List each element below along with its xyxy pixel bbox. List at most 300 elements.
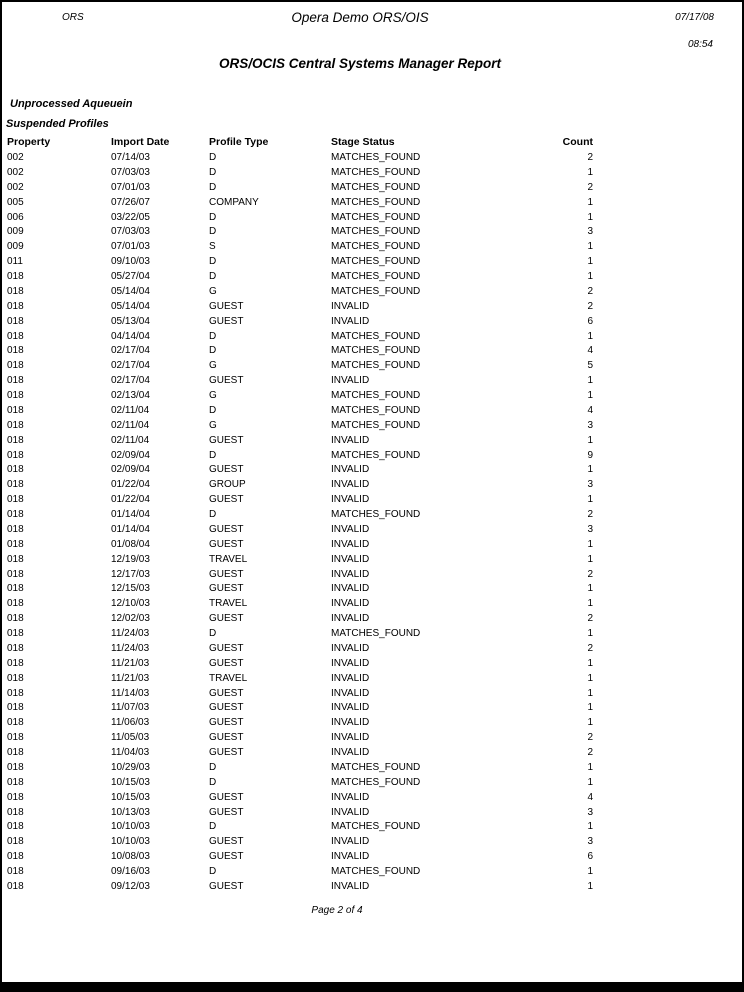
table-cell: D — [209, 628, 217, 639]
table-cell: 03/22/05 — [111, 211, 150, 223]
table-cell: 02/11/04 — [111, 419, 150, 431]
table-cell: 11/24/03 — [111, 628, 150, 639]
table-row — [7, 241, 593, 256]
table-cell: 005 — [7, 196, 24, 208]
table-cell: 018 — [7, 523, 24, 535]
table-cell: INVALID — [331, 583, 370, 595]
table-cell: 018 — [7, 851, 24, 863]
table-cell: MATCHES_FOUND — [331, 211, 421, 223]
table-cell: D — [209, 821, 217, 833]
table-cell: GUEST — [209, 851, 244, 863]
table-cell: D — [209, 330, 217, 342]
table-cell: 02/17/04 — [111, 360, 150, 372]
table-cell: 018 — [7, 687, 24, 699]
table-cell: 07/01/03 — [111, 241, 150, 253]
table-cell: 018 — [7, 479, 24, 491]
table-row — [7, 405, 593, 420]
table-cell: GUEST — [209, 747, 244, 758]
table-cell: D — [209, 271, 217, 282]
table-cell: 02/17/04 — [111, 345, 150, 357]
table-cell: MATCHES_FOUND — [331, 166, 421, 178]
table-cell: D — [209, 152, 217, 163]
table-cell: INVALID — [331, 598, 370, 610]
table-cell: 018 — [7, 404, 24, 416]
table-row — [7, 583, 593, 598]
table-row — [7, 360, 593, 375]
table-cell: 1 — [587, 628, 593, 639]
table-row — [7, 866, 593, 881]
table-cell: D — [209, 226, 217, 238]
table-cell: 1 — [587, 717, 593, 729]
table-cell: 09/12/03 — [111, 880, 150, 892]
table-cell: MATCHES_FOUND — [331, 360, 421, 372]
table-cell: 018 — [7, 271, 24, 282]
table-cell: GUEST — [209, 702, 244, 714]
table-cell: MATCHES_FOUND — [331, 776, 421, 788]
table-cell: MATCHES_FOUND — [331, 419, 421, 431]
column-header-stage-status: Stage Status — [331, 136, 395, 148]
table-cell: 018 — [7, 628, 24, 639]
table-cell: 018 — [7, 360, 24, 372]
table-cell: GUEST — [209, 836, 244, 848]
table-cell: 018 — [7, 732, 24, 744]
table-row — [7, 807, 593, 822]
table-row — [7, 777, 593, 792]
table-cell: 1 — [587, 330, 593, 342]
table-cell: INVALID — [331, 702, 370, 714]
table-cell: GUEST — [209, 538, 244, 550]
table-cell: MATCHES_FOUND — [331, 152, 421, 163]
table-cell: GUEST — [209, 523, 244, 535]
table-row — [7, 792, 593, 807]
table-row — [7, 331, 593, 346]
table-cell: 3 — [587, 806, 593, 818]
table-cell: 2 — [587, 181, 593, 193]
table-cell: MATCHES_FOUND — [331, 345, 421, 357]
table-row — [7, 197, 593, 212]
table-cell: 1 — [587, 553, 593, 565]
table-cell: GROUP — [209, 479, 246, 491]
table-row — [7, 212, 593, 227]
table-cell: 4 — [587, 791, 593, 803]
table-cell: 018 — [7, 568, 24, 580]
table-cell: 5 — [587, 360, 593, 372]
table-row — [7, 688, 593, 703]
table-cell: GUEST — [209, 732, 244, 744]
table-cell: 018 — [7, 717, 24, 729]
table-row — [7, 271, 593, 286]
table-cell: INVALID — [331, 880, 370, 892]
table-cell: S — [209, 241, 216, 253]
column-header-property: Property — [7, 136, 51, 148]
table-cell: MATCHES_FOUND — [331, 256, 421, 268]
table-cell: GUEST — [209, 300, 244, 312]
table-cell: 02/09/04 — [111, 464, 150, 476]
table-cell: 11/04/03 — [111, 747, 150, 758]
table-row — [7, 821, 593, 836]
table-cell: 07/03/03 — [111, 226, 150, 238]
table-cell: 018 — [7, 419, 24, 431]
table-cell: INVALID — [331, 672, 370, 684]
table-cell: 1 — [587, 538, 593, 550]
table-cell: 1 — [587, 866, 593, 877]
table-cell: INVALID — [331, 687, 370, 699]
header-system-code: ORS — [62, 12, 84, 23]
table-cell: INVALID — [331, 851, 370, 863]
table-cell: 1 — [587, 434, 593, 446]
table-cell: 12/19/03 — [111, 553, 150, 565]
table-cell: D — [209, 776, 217, 788]
table-cell: INVALID — [331, 479, 370, 491]
table-cell: 11/06/03 — [111, 717, 150, 729]
table-cell: 1 — [587, 657, 593, 669]
table-cell: 12/02/03 — [111, 613, 150, 625]
table-cell: 10/29/03 — [111, 761, 150, 773]
table-cell: 07/01/03 — [111, 181, 150, 193]
table-cell: 018 — [7, 345, 24, 357]
table-cell: D — [209, 761, 217, 773]
table-row — [7, 450, 593, 465]
table-cell: D — [209, 345, 217, 357]
table-cell: INVALID — [331, 836, 370, 848]
table-cell: 2 — [587, 732, 593, 744]
table-cell: 018 — [7, 300, 24, 312]
table-cell: MATCHES_FOUND — [331, 181, 421, 193]
table-cell: 2 — [587, 152, 593, 163]
table-cell: 10/13/03 — [111, 806, 150, 818]
table-cell: 02/11/04 — [111, 434, 150, 446]
table-cell: MATCHES_FOUND — [331, 241, 421, 253]
table-cell: GUEST — [209, 464, 244, 476]
table-cell: 018 — [7, 866, 24, 877]
table-cell: 1 — [587, 241, 593, 253]
table-cell: 1 — [587, 702, 593, 714]
table-cell: GUEST — [209, 717, 244, 729]
table-row — [7, 226, 593, 241]
table-cell: GUEST — [209, 880, 244, 892]
table-cell: 018 — [7, 702, 24, 714]
table-cell: MATCHES_FOUND — [331, 821, 421, 833]
table-cell: 10/10/03 — [111, 836, 150, 848]
header-time: 08:54 — [687, 39, 713, 50]
table-cell: GUEST — [209, 642, 244, 654]
table-cell: 018 — [7, 449, 24, 461]
table-row — [7, 256, 593, 271]
table-cell: 018 — [7, 806, 24, 818]
table-cell: MATCHES_FOUND — [331, 285, 421, 297]
section-label-unprocessed: Unprocessed Aqueuein — [10, 98, 133, 110]
table-cell: 2 — [587, 300, 593, 312]
table-cell: 018 — [7, 390, 24, 401]
table-cell: MATCHES_FOUND — [331, 271, 421, 282]
table-cell: 018 — [7, 761, 24, 773]
table-cell: 018 — [7, 657, 24, 669]
table-cell: 12/15/03 — [111, 583, 150, 595]
table-row — [7, 628, 593, 643]
table-cell: GUEST — [209, 494, 244, 506]
table-cell: 018 — [7, 538, 24, 550]
table-cell: GUEST — [209, 375, 244, 387]
table-cell: 018 — [7, 836, 24, 848]
table-cell: D — [209, 166, 217, 178]
table-cell: D — [209, 866, 217, 877]
table-cell: 018 — [7, 791, 24, 803]
table-cell: INVALID — [331, 791, 370, 803]
table-row — [7, 494, 593, 509]
table-header-row — [7, 136, 593, 152]
table-cell: 11/07/03 — [111, 702, 150, 714]
table-row — [7, 301, 593, 316]
table-cell: D — [209, 211, 217, 223]
table-cell: 07/03/03 — [111, 166, 150, 178]
table-cell: 10/15/03 — [111, 791, 150, 803]
table-cell: 018 — [7, 598, 24, 610]
table-cell: MATCHES_FOUND — [331, 866, 421, 877]
table-cell: 018 — [7, 375, 24, 387]
table-cell: INVALID — [331, 568, 370, 580]
table-cell: 04/14/04 — [111, 330, 150, 342]
table-row — [7, 316, 593, 331]
table-cell: 3 — [587, 226, 593, 238]
table-cell: G — [209, 285, 217, 297]
table-cell: GUEST — [209, 806, 244, 818]
table-cell: 1 — [587, 196, 593, 208]
table-cell: GUEST — [209, 434, 244, 446]
table-cell: 2 — [587, 642, 593, 654]
table-cell: 018 — [7, 464, 24, 476]
table-cell: 07/26/07 — [111, 196, 150, 208]
page-number: Page 2 of 4 — [311, 905, 363, 916]
table-row — [7, 509, 593, 524]
table-cell: MATCHES_FOUND — [331, 330, 421, 342]
table-cell: INVALID — [331, 464, 370, 476]
table-cell: 01/14/04 — [111, 523, 150, 535]
section-label-suspended-profiles: Suspended Profiles — [6, 118, 109, 130]
table-cell: INVALID — [331, 613, 370, 625]
table-cell: INVALID — [331, 642, 370, 654]
table-cell: G — [209, 390, 217, 401]
table-row — [7, 598, 593, 613]
table-cell: G — [209, 360, 217, 372]
column-header-count: Count — [562, 136, 593, 148]
table-cell: 05/14/04 — [111, 300, 150, 312]
table-cell: 12/10/03 — [111, 598, 150, 610]
table-cell: 018 — [7, 509, 24, 520]
table-cell: GUEST — [209, 791, 244, 803]
table-cell: 1 — [587, 271, 593, 282]
table-cell: 018 — [7, 821, 24, 833]
table-cell: INVALID — [331, 717, 370, 729]
table-cell: 05/14/04 — [111, 285, 150, 297]
table-cell: TRAVEL — [209, 598, 248, 610]
table-cell: 018 — [7, 672, 24, 684]
table-cell: INVALID — [331, 494, 370, 506]
table-cell: INVALID — [331, 375, 370, 387]
table-cell: 01/22/04 — [111, 494, 150, 506]
table-cell: 1 — [587, 761, 593, 773]
table-cell: MATCHES_FOUND — [331, 628, 421, 639]
table-cell: 11/24/03 — [111, 642, 150, 654]
table-row — [7, 435, 593, 450]
table-cell: 2 — [587, 568, 593, 580]
table-cell: 09/10/03 — [111, 256, 150, 268]
table-cell: 02/09/04 — [111, 449, 150, 461]
table-cell: 1 — [587, 583, 593, 595]
table-cell: TRAVEL — [209, 553, 248, 565]
table-cell: 11/21/03 — [111, 672, 150, 684]
table-row — [7, 152, 593, 167]
table-row — [7, 836, 593, 851]
table-cell: 02/13/04 — [111, 390, 150, 401]
table-cell: 2 — [587, 285, 593, 297]
table-row — [7, 286, 593, 301]
table-row — [7, 375, 593, 390]
table-cell: GUEST — [209, 657, 244, 669]
table-cell: 02/17/04 — [111, 375, 150, 387]
table-cell: MATCHES_FOUND — [331, 761, 421, 773]
table-cell: 1 — [587, 598, 593, 610]
table-cell: 009 — [7, 241, 24, 253]
table-cell: COMPANY — [209, 196, 259, 208]
table-row — [7, 524, 593, 539]
table-cell: INVALID — [331, 553, 370, 565]
column-header-profile-type: Profile Type — [209, 136, 269, 148]
table-cell: GUEST — [209, 568, 244, 580]
bottom-bar — [2, 982, 742, 990]
table-cell: 018 — [7, 553, 24, 565]
table-cell: INVALID — [331, 732, 370, 744]
table-cell: 018 — [7, 613, 24, 625]
table-cell: D — [209, 509, 217, 520]
table-cell: 01/22/04 — [111, 479, 150, 491]
table-row — [7, 717, 593, 732]
table-cell: MATCHES_FOUND — [331, 449, 421, 461]
table-cell: 05/13/04 — [111, 315, 150, 327]
table-row — [7, 658, 593, 673]
table-cell: 3 — [587, 479, 593, 491]
table-cell: 01/08/04 — [111, 538, 150, 550]
table-cell: 009 — [7, 226, 24, 238]
table-cell: 4 — [587, 345, 593, 357]
table-cell: INVALID — [331, 538, 370, 550]
table-cell: 11/05/03 — [111, 732, 150, 744]
table-cell: 011 — [7, 256, 23, 268]
table-cell: 018 — [7, 494, 24, 506]
table-cell: 002 — [7, 181, 24, 193]
table-cell: 11/21/03 — [111, 657, 150, 669]
table-cell: GUEST — [209, 613, 244, 625]
header-date: 07/17/08 — [675, 12, 714, 23]
table-row — [7, 747, 593, 762]
table-cell: MATCHES_FOUND — [331, 226, 421, 238]
table-row — [7, 182, 593, 197]
table-row — [7, 420, 593, 435]
table-cell: INVALID — [331, 806, 370, 818]
suspended-profiles-table — [7, 136, 593, 896]
table-cell: INVALID — [331, 657, 370, 669]
column-header-import-date: Import Date — [111, 136, 170, 148]
table-row — [7, 569, 593, 584]
table-cell: INVALID — [331, 300, 370, 312]
table-cell: 002 — [7, 166, 24, 178]
table-cell: 018 — [7, 583, 24, 595]
table-cell: 2 — [587, 509, 593, 520]
table-cell: GUEST — [209, 687, 244, 699]
table-cell: 07/14/03 — [111, 152, 150, 163]
table-row — [7, 673, 593, 688]
table-cell: 002 — [7, 152, 24, 163]
table-cell: D — [209, 181, 217, 193]
table-cell: INVALID — [331, 523, 370, 535]
table-row — [7, 762, 593, 777]
table-row — [7, 881, 593, 896]
table-cell: 1 — [587, 375, 593, 387]
table-cell: 018 — [7, 434, 24, 446]
table-cell: D — [209, 404, 217, 416]
table-row — [7, 539, 593, 554]
table-row — [7, 613, 593, 628]
table-row — [7, 643, 593, 658]
table-cell: 018 — [7, 315, 24, 327]
table-row — [7, 464, 593, 479]
table-row — [7, 702, 593, 717]
table-cell: 018 — [7, 776, 24, 788]
table-cell: 3 — [587, 836, 593, 848]
table-cell: 3 — [587, 419, 593, 431]
table-cell: INVALID — [331, 747, 370, 758]
table-row — [7, 851, 593, 866]
table-row — [7, 167, 593, 182]
table-cell: 018 — [7, 285, 24, 297]
table-cell: 018 — [7, 330, 24, 342]
table-cell: 018 — [7, 642, 24, 654]
table-cell: 1 — [587, 464, 593, 476]
table-cell: TRAVEL — [209, 672, 248, 684]
table-cell: GUEST — [209, 583, 244, 595]
table-cell: 09/16/03 — [111, 866, 150, 877]
table-cell: 6 — [587, 315, 593, 327]
table-cell: 10/15/03 — [111, 776, 150, 788]
table-cell: 018 — [7, 747, 24, 758]
table-cell: 05/27/04 — [111, 271, 150, 282]
table-cell: MATCHES_FOUND — [331, 390, 421, 401]
table-cell: 1 — [587, 672, 593, 684]
table-cell: 1 — [587, 166, 593, 178]
table-cell: 1 — [587, 494, 593, 506]
table-cell: 6 — [587, 851, 593, 863]
table-cell: D — [209, 449, 217, 461]
table-cell: 12/17/03 — [111, 568, 150, 580]
table-cell: 3 — [587, 523, 593, 535]
table-cell: 02/11/04 — [111, 404, 150, 416]
table-cell: 006 — [7, 211, 24, 223]
table-cell: 1 — [587, 821, 593, 833]
table-cell: 4 — [587, 404, 593, 416]
table-row — [7, 732, 593, 747]
table-cell: 1 — [587, 687, 593, 699]
table-cell: G — [209, 419, 217, 431]
table-cell: INVALID — [331, 315, 370, 327]
table-cell: 10/08/03 — [111, 851, 150, 863]
report-title: ORS/OCIS Central Systems Manager Report — [218, 56, 502, 71]
table-cell: MATCHES_FOUND — [331, 196, 421, 208]
table-row — [7, 345, 593, 360]
table-row — [7, 554, 593, 569]
table-cell: 1 — [587, 390, 593, 401]
table-cell: 1 — [587, 880, 593, 892]
table-cell: 2 — [587, 747, 593, 758]
table-cell: 1 — [587, 776, 593, 788]
